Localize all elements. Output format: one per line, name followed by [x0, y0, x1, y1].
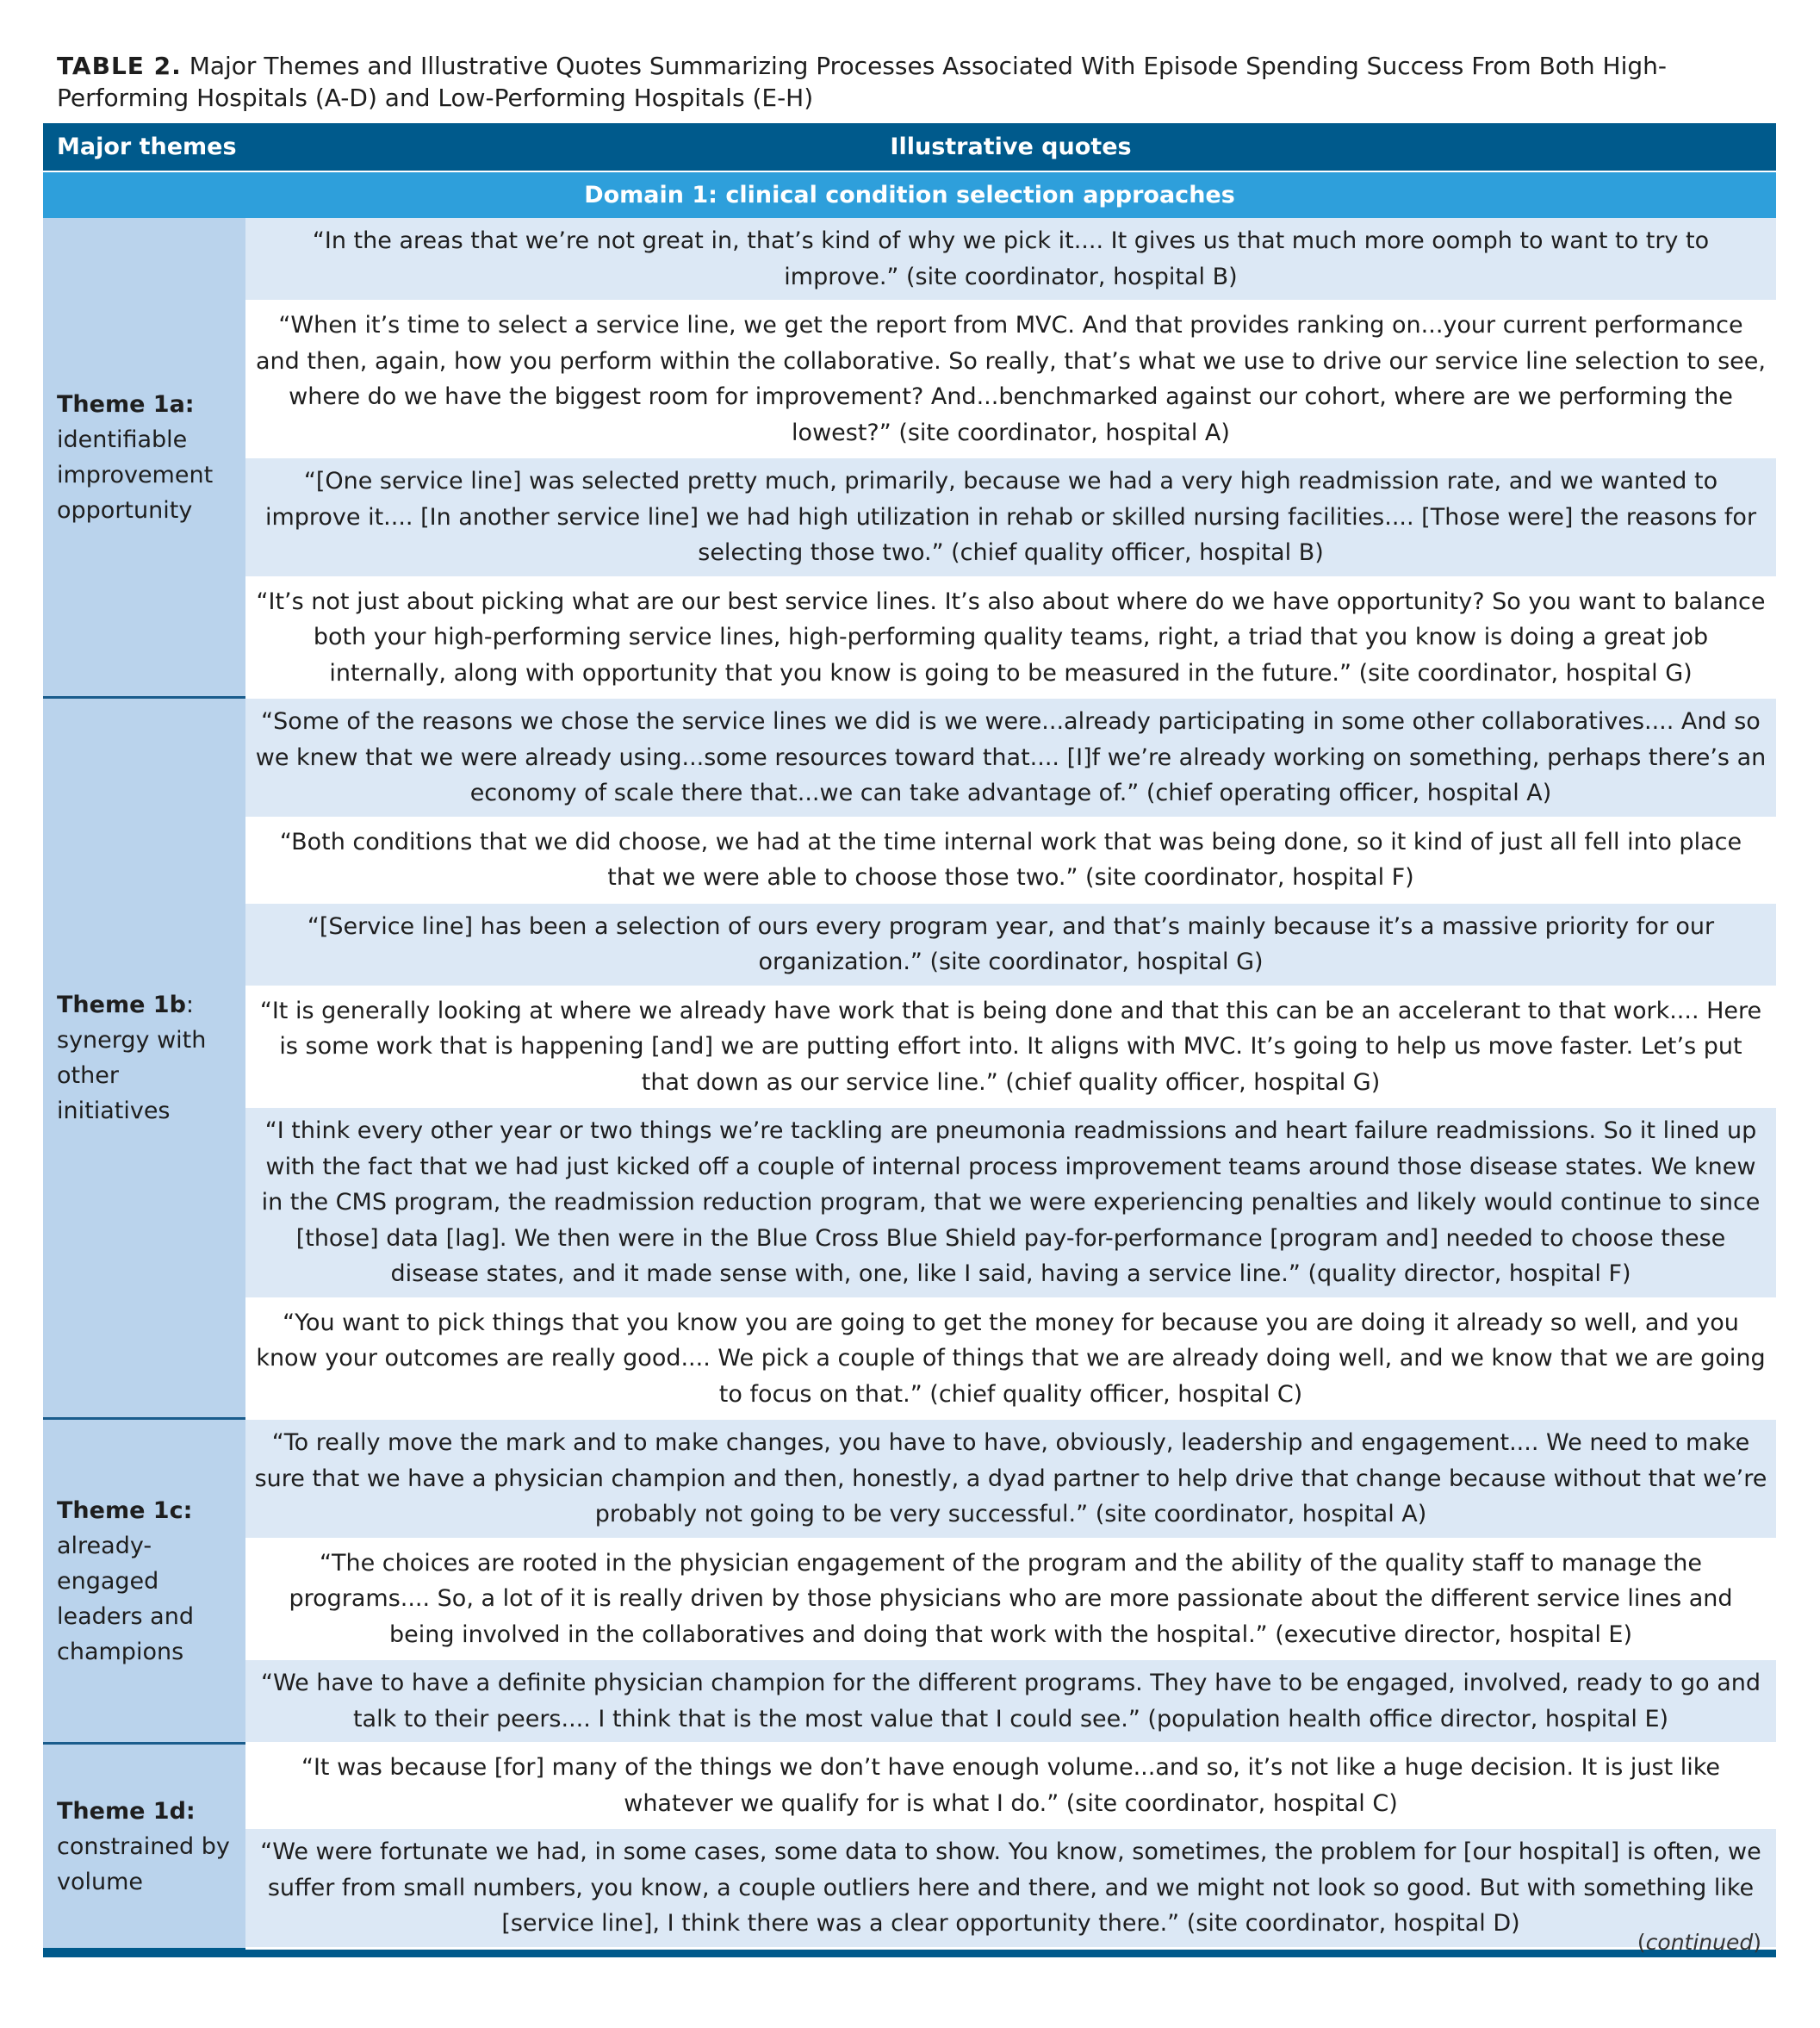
table-row — [43, 1298, 1776, 1419]
quote-1d-1: “It was because [for] many of the things we don’t have enough volume...and so, it’s not like a huge decision. It is just like whatever we qualify for is what I do.” (site coordinator, hospital C) — [245, 1744, 1776, 1828]
quote-1b-3: “[Service line] has been a selection of ours every program year, and that’s mainly because it’s a massive priority for our organization.” (site coordinator, hospital G) — [245, 902, 1776, 986]
quote-1c-3: “We have to have a definite physician champion for the different programs. They have to be engaged, involved, ready to go and talk to their peers.... I think that is the most value that I could see.” (population health office director, hospital E) — [245, 1659, 1776, 1744]
theme-1c-description: already-engaged leaders and champions — [57, 1532, 194, 1665]
theme-1c-name: Theme 1c: — [57, 1496, 193, 1524]
table-end-bar — [43, 1948, 1776, 1957]
table-row — [43, 302, 1776, 457]
table-row — [43, 218, 1776, 302]
theme-1c-cell — [43, 1419, 245, 1744]
table-row — [43, 577, 1776, 698]
quote-1c-1: “To really move the mark and to make changes, you have to have, obviously, leadership and engagement.... We need to make sure that we have a physician champion and then, honestly, a dyad partner to help drive that change because without that we’re probably not going to be very successful.” (site coordinator, hospital A) — [245, 1419, 1776, 1540]
quote-1b-6: “You want to pick things that you know you are going to get the money for because you are doing it already so well, and you know your outcomes are really good.... We pick a couple of things that we are already doing well, and we know that we are going to focus on that.” (chief quality officer, hospital C) — [245, 1298, 1776, 1419]
table-row — [43, 1107, 1776, 1299]
theme-1a-cell — [43, 218, 245, 698]
table-title: Major Themes and Illustrative Quotes Summarizing Processes Associated With Episode Spending Success From Both High-Performing Hospitals (A-D) and Low-Performing Hospitals (E-H) — [57, 52, 1667, 112]
domain-1-title: Domain 1: clinical condition selection approaches — [43, 171, 1776, 218]
theme-1b-name: Theme 1b: — [57, 992, 195, 1018]
theme-1a-name: Theme 1a: — [57, 390, 195, 418]
theme-1d-name: Theme 1d: — [57, 1797, 196, 1825]
domain-row — [43, 171, 1776, 218]
continued-note: (continued) — [1637, 1930, 1761, 1955]
theme-1b-cell — [43, 698, 245, 1419]
header-major-themes: Major themes — [43, 123, 245, 171]
table-row — [43, 1539, 1776, 1659]
header-row — [43, 123, 1776, 171]
theme-1a-description: identifiable improvement opportunity — [57, 426, 214, 524]
quote-1c-2: “The choices are rooted in the physician engagement of the program and the ability of the quality staff to manage the programs.... So, a lot of it is really driven by those physicians who are more passionate about the different service lines and being involved in the collaboratives and doing that work with the hospital.” (executive director, hospital E) — [245, 1539, 1776, 1659]
theme-1b-description: synergy with other initiatives — [57, 1027, 207, 1124]
quote-1a-3: “[One service line] was selected pretty much, primarily, because we had a very high readmission rate, and we wanted to improve it.... [In another service line] we had high utilization in rehab or skilled nursing facilities.... [Those were] the reasons for selecting those two.” (chief quality officer, hospital B) — [245, 457, 1776, 578]
quote-1b-1: “Some of the reasons we chose the service lines we did is we were...already participating in some other collaboratives.... And so we knew that we were already using...some resources toward that.... [I]f we’re already working on something, perhaps there’s an economy of scale there that...we can take advantage of.” (chief operating officer, hospital A) — [245, 698, 1776, 818]
table-caption — [57, 50, 1762, 114]
table-row — [43, 986, 1776, 1107]
quote-1b-2: “Both conditions that we did choose, we had at the time internal work that was being done, so it kind of just all fell into place that we were able to choose those two.” (site coordinator, hospital F) — [245, 818, 1776, 902]
table-row — [43, 457, 1776, 578]
header-illustrative-quotes: Illustrative quotes — [245, 123, 1776, 171]
table-row — [43, 818, 1776, 902]
table-row — [43, 1419, 1776, 1540]
quote-1b-4: “It is generally looking at where we already have work that is being done and that this can be an accelerant to that work.... Here is some work that is happening [and] we are putting effort into. It aligns with MVC. It’s going to help us move faster. Let’s put that down as our service line.” (chief quality officer, hospital G) — [245, 986, 1776, 1107]
table-row — [43, 1659, 1776, 1744]
quote-1a-2: “When it’s time to select a service line, we get the report from MVC. And that provides ranking on...your current performance and then, again, how you perform within the collaborative. So really, that’s what we use to drive our service line selection to see, where do we have the biggest room for improvement? And...benchmarked against our cohort, where are we performing the lowest?” (site coordinator, hospital A) — [245, 302, 1776, 457]
quote-1a-1: “In the areas that we’re not great in, that’s kind of why we pick it.... It gives us that much more oomph to want to try to improve.” (site coordinator, hospital B) — [245, 218, 1776, 302]
quote-1a-4: “It’s not just about picking what are our best service lines. It’s also about where do we have opportunity? So you want to balance both your high-performing service lines, high-performing quality teams, right, a triad that you know is doing a great job internally, along with opportunity that you know is going to be measured in the future.” (site coordinator, hospital G) — [245, 577, 1776, 698]
table-row — [43, 1744, 1776, 1828]
table-row — [43, 698, 1776, 818]
themes-table — [43, 123, 1776, 1957]
quote-1d-2: “We were fortunate we had, in some cases, some data to show. You know, sometimes, the problem for [our hospital] is often, we suffer from small numbers, you know, a couple outliers here and there, and we might not look so good. But with something like [service line], I think there was a clear opportunity there.” (site coordinator, hospital D) — [245, 1828, 1776, 1949]
theme-1d-description: constrained by volume — [57, 1832, 230, 1895]
table-row — [43, 902, 1776, 986]
theme-1d-cell — [43, 1744, 245, 1949]
table-label: TABLE 2. — [57, 52, 182, 80]
quote-1b-5: “I think every other year or two things we’re tackling are pneumonia readmissions and heart failure readmissions. So it lined up with the fact that we had just kicked off a couple of internal process improvement teams around those disease states. We knew in the CMS program, the readmission reduction program, that we were experiencing penalties and likely would continue to since [those] data [lag]. We then were in the Blue Cross Blue Shield pay-for-performance [program and] needed to choose these disease states, and it made sense with, one, like I said, having a service line.” (quality director, hospital F) — [245, 1107, 1776, 1299]
table-row — [43, 1828, 1776, 1949]
